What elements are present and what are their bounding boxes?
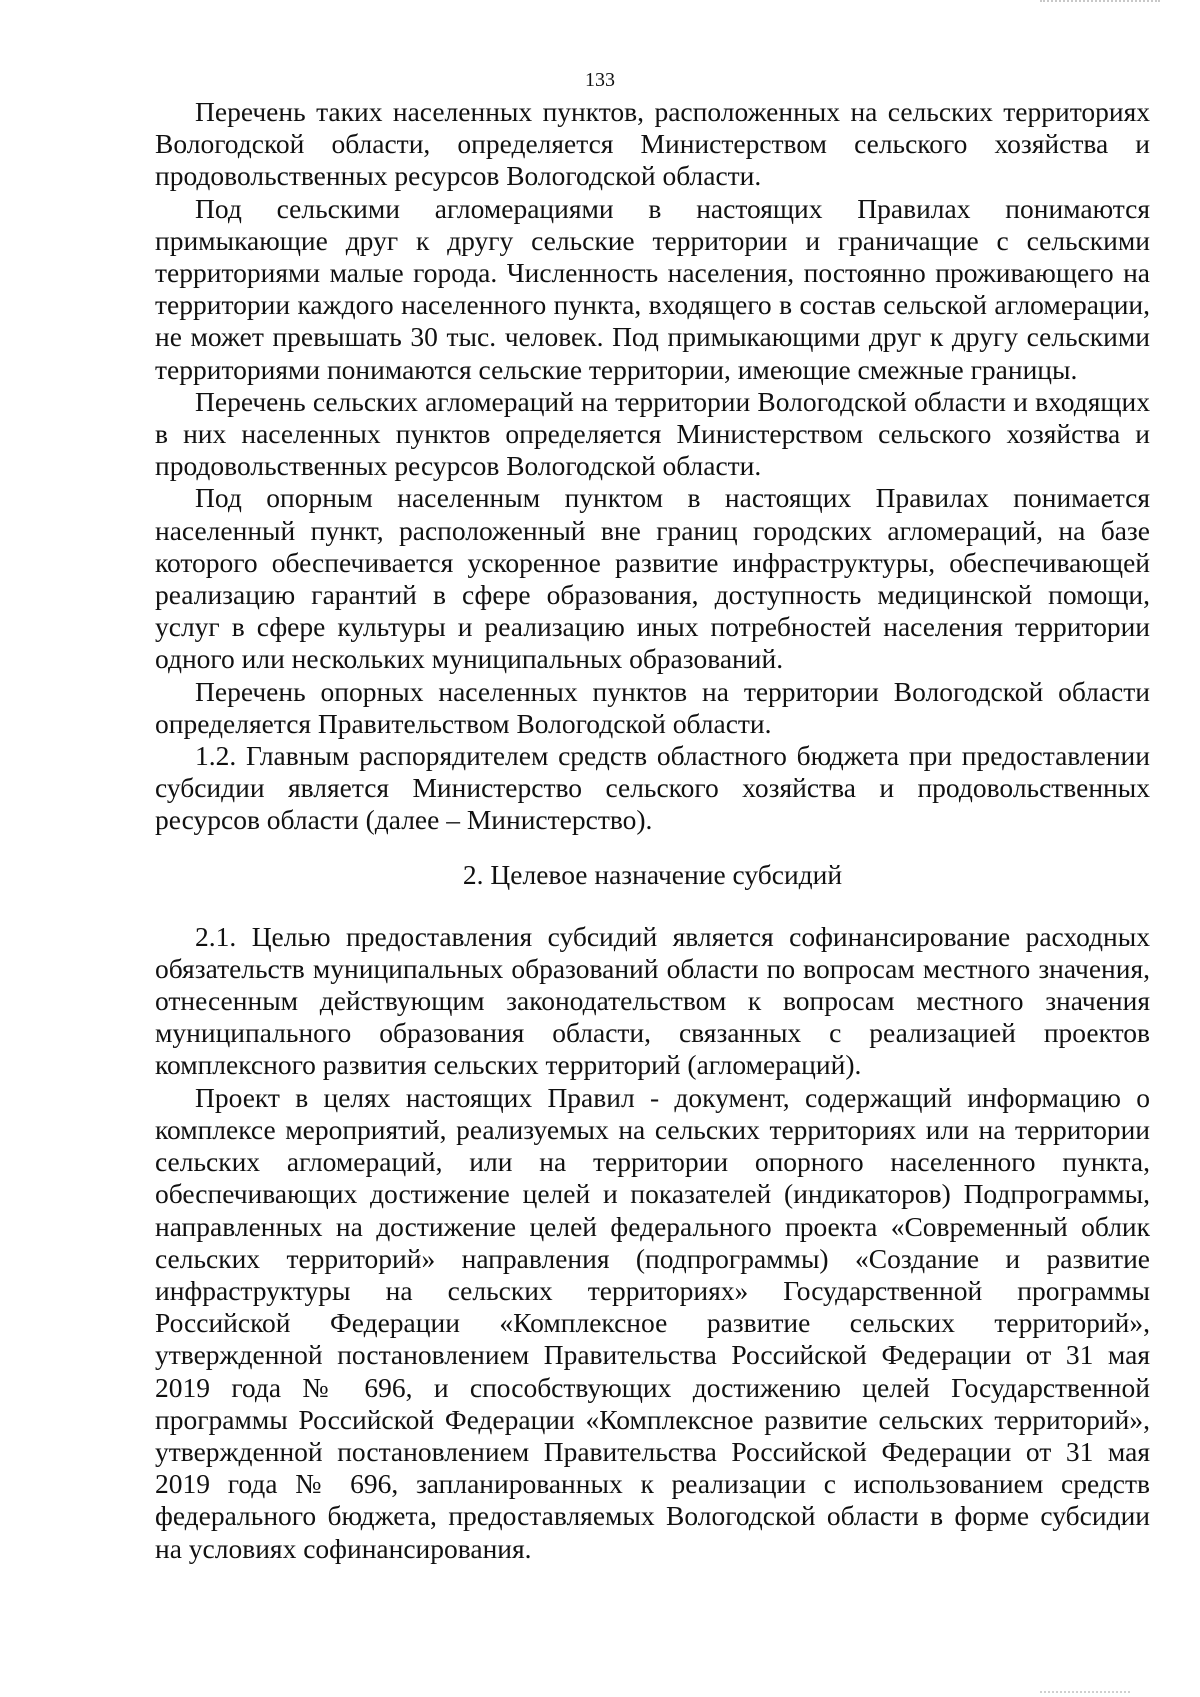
paragraph-agglomerations-list: Перечень сельских агломераций на территории Вологодской области и входящих в них населенных пунктов определяется Министерством сельского хозяйства и продовольственных ресурсов Вологодской области.	[155, 385, 1150, 482]
paragraph-project-definition: Проект в целях настоящих Правил - документ, содержащий информацию о комплексе мероприятий, реализуемых на сельских территориях или на территории сельских агломераций, или на территории опорного населенного пункта, обеспечивающих достижение целей и показателей (индикаторов) Подпрограммы, направленных на достижение целей федерального проекта «Современный облик сельских территорий» направления (подпрограммы) «Создание и развитие инфраструктуры на сельских территориях» Государственной программы Российской Федерации «Комплексное развитие сельских территорий», утвержденной постановлением Правительства Российской Федерации от 31 мая 2019 года № 696, и способствующих достижению целей Государственной программы Российской Федерации «Комплексное развитие сельских территорий», утвержденной постановлением Правительства Российской Федерации от 31 мая 2019 года № 696, запланированных к реализации с использованием средств федерального бюджета, предоставляемых Вологодской области в форме субсидии на условиях софинансирования.	[155, 1081, 1150, 1564]
paragraph-support-settlement-definition: Под опорным населенным пунктом в настоящих Правилах понимается населенный пункт, расположенный вне границ городских агломераций, на базе которого обеспечивается ускоренное развитие инфраструктуры, обеспечивающей реализацию гарантий в сфере образования, доступность медицинской помощи, услуг в сфере культуры и реализацию иных потребностей населения территории одного или нескольких муниципальных образований.	[155, 482, 1150, 675]
scan-artifact-top	[1040, 0, 1160, 6]
document-body	[155, 96, 1150, 1565]
paragraph-main-administrator: 1.2. Главным распорядителем средств областного бюджета при предоставлении субсидии является Министерство сельского хозяйства и продовольственных ресурсов области (далее – Министерство).	[155, 740, 1150, 836]
paragraph-settlements-list: Перечень таких населенных пунктов, расположенных на сельских территориях Вологодской области, определяется Министерством сельского хозяйства и продовольственных ресурсов Вологодской области.	[155, 96, 1150, 192]
heading-spacer	[155, 913, 1150, 921]
paragraph-agglomerations-definition: Под сельскими агломерациями в настоящих Правилах понимаются примыкающие друг к другу сельские территории и граничащие с сельскими территориями малые города. Численность населения, постоянно проживающего на территории каждого населенного пункта, входящего в состав сельской агломерации, не может превышать 30 тыс. человек. Под примыкающими друг к другу сельскими территориями понимаются сельские территории, имеющие смежные границы.	[155, 192, 1150, 385]
paragraph-support-settlements-list: Перечень опорных населенных пунктов на территории Вологодской области определяется Правительством Вологодской области.	[155, 675, 1150, 739]
scan-artifact-bottom	[1040, 1687, 1130, 1693]
page-number: 133	[585, 69, 615, 91]
paragraph-subsidy-purpose: 2.1. Целью предоставления субсидий является софинансирование расходных обязательств муниципальных образований области по вопросам местного значения, отнесенным действующим законодательством к вопросам местного значения муниципального образования области, связанных с реализацией проектов комплексного развития сельских территорий (агломераций).	[155, 920, 1150, 1081]
section-heading: 2. Целевое назначение субсидий	[462, 858, 843, 890]
